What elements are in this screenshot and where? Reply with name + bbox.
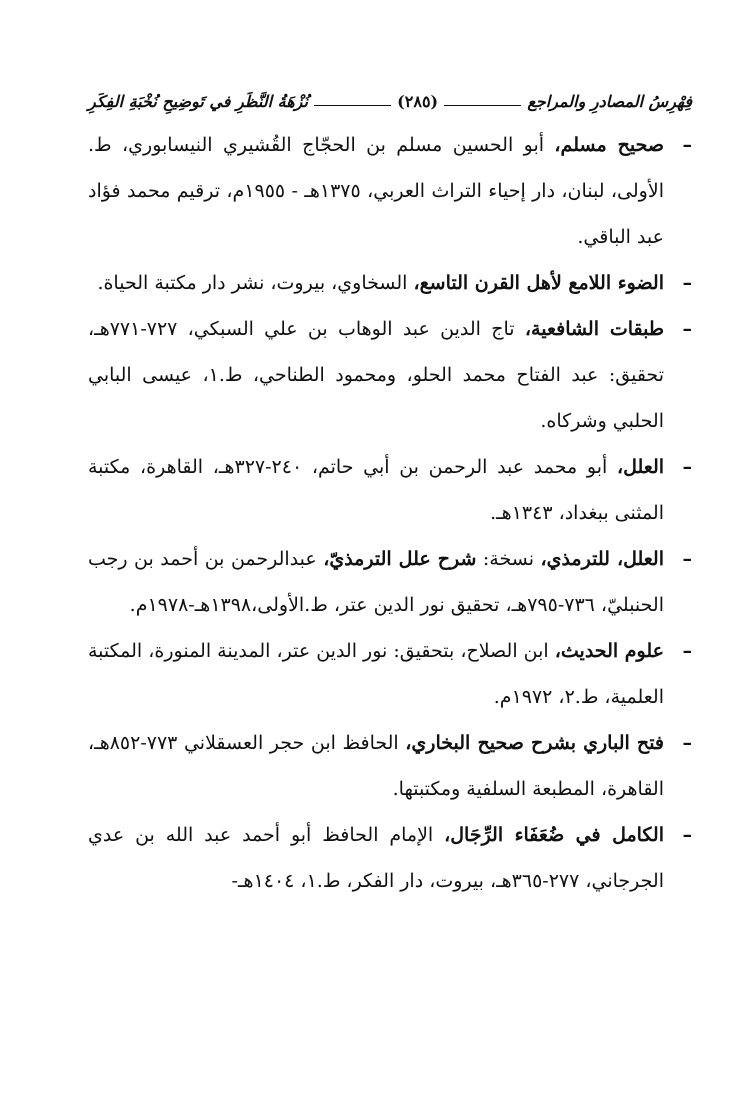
bibliography-entry [88,536,692,628]
entry-text: الإمام الحافظ أبو أحمد عبد الله بن عدي الجرجاني، ٢٧٧-٣٦٥هـ، بيروت، دار الفكر، ط.١، ١٤٠٤هـ- [88,824,664,892]
entry-dash: – [682,272,692,294]
book-page [88,84,692,904]
page-number: (٢٨٥) [397,91,439,111]
entry-dash: – [682,640,692,662]
entry-dash: – [682,824,692,846]
entry-subtitle: شرح علل الترمذيّ، [323,548,477,570]
bibliography-list [88,122,692,904]
bibliography-entry [88,628,692,720]
entry-title: الضوء اللامع لأهل القرن التاسع، [413,272,664,294]
bibliography-entry [88,306,692,444]
entry-title: العلل، للترمذي، [540,548,664,570]
bibliography-entry [88,260,692,306]
entry-title: العلل، [616,456,665,478]
entry-title: صحيح مسلم، [554,134,664,156]
entry-text: الحافظ ابن حجر العسقلاني ٧٧٣-٨٥٢هـ، القاهرة، المطبعة السلفية ومكتبتها. [88,732,664,800]
entry-text: أبو محمد عبد الرحمن بن أبي حاتم، ٢٤٠-٣٢٧هـ، القاهرة، مكتبة المثنى ببغداد، ١٣٤٣هـ. [88,456,664,524]
entry-title: طبقات الشافعية، [524,318,665,340]
entry-title: الكامل في ضُعَفَاء الرِّجَال، [444,824,664,846]
bibliography-entry [88,812,692,904]
entry-text: أبو الحسين مسلم بن الحجّاج القُشيري النيسابوري، ط. الأولى، لبنان، دار إحياء التراث العربي، ١٣٧٥هـ - ١٩٥٥م، ترقيم محمد فؤاد عبد الباقي. [88,134,664,248]
header-rule-right [444,105,521,106]
entry-text: عبدالرحمن بن أحمد بن رجب الحنبليّ، ٧٣٦-٧٩٥هـ، تحقيق نور الدين عتر، ط.الأولى،١٣٩٨هـ-١٩٧٨م. [88,548,664,616]
entry-dash: – [682,134,692,156]
entry-dash: – [682,548,692,570]
entry-dash: – [682,318,692,340]
entry-text: تاج الدين عبد الوهاب بن علي السبكي، ٧٢٧-٧٧١هـ، تحقيق: عبد الفتاح محمد الحلو، ومحمود الطناحي، ط.١، عيسى البابي الحلبي وشركاه. [88,318,664,432]
running-header [88,84,692,118]
bibliography-entry [88,444,692,536]
entry-title: فتح الباري بشرح صحيح البخاري، [405,732,665,754]
header-rule-left [314,105,391,106]
header-book-title: نُزْهَةُ النَّظَرِ في تَوضِيحِ نُخْبَةِ الفِكَرِ [87,91,308,111]
bibliography-entry [88,122,692,260]
header-section-title: فِهْرِسُ المصادرِ والمراجع [527,91,692,111]
entry-dash: – [682,456,692,478]
entry-text: نسخة: [476,548,541,570]
entry-text: ابن الصلاح، بتحقيق: نور الدين عتر، المدينة المنورة، المكتبة العلمية، ط.٢، ١٩٧٢م. [88,640,664,708]
bibliography-entry [88,720,692,812]
entry-title: علوم الحديث، [554,640,664,662]
entry-text: السخاوي، بيروت، نشر دار مكتبة الحياة. [97,272,414,294]
entry-dash: – [682,732,692,754]
